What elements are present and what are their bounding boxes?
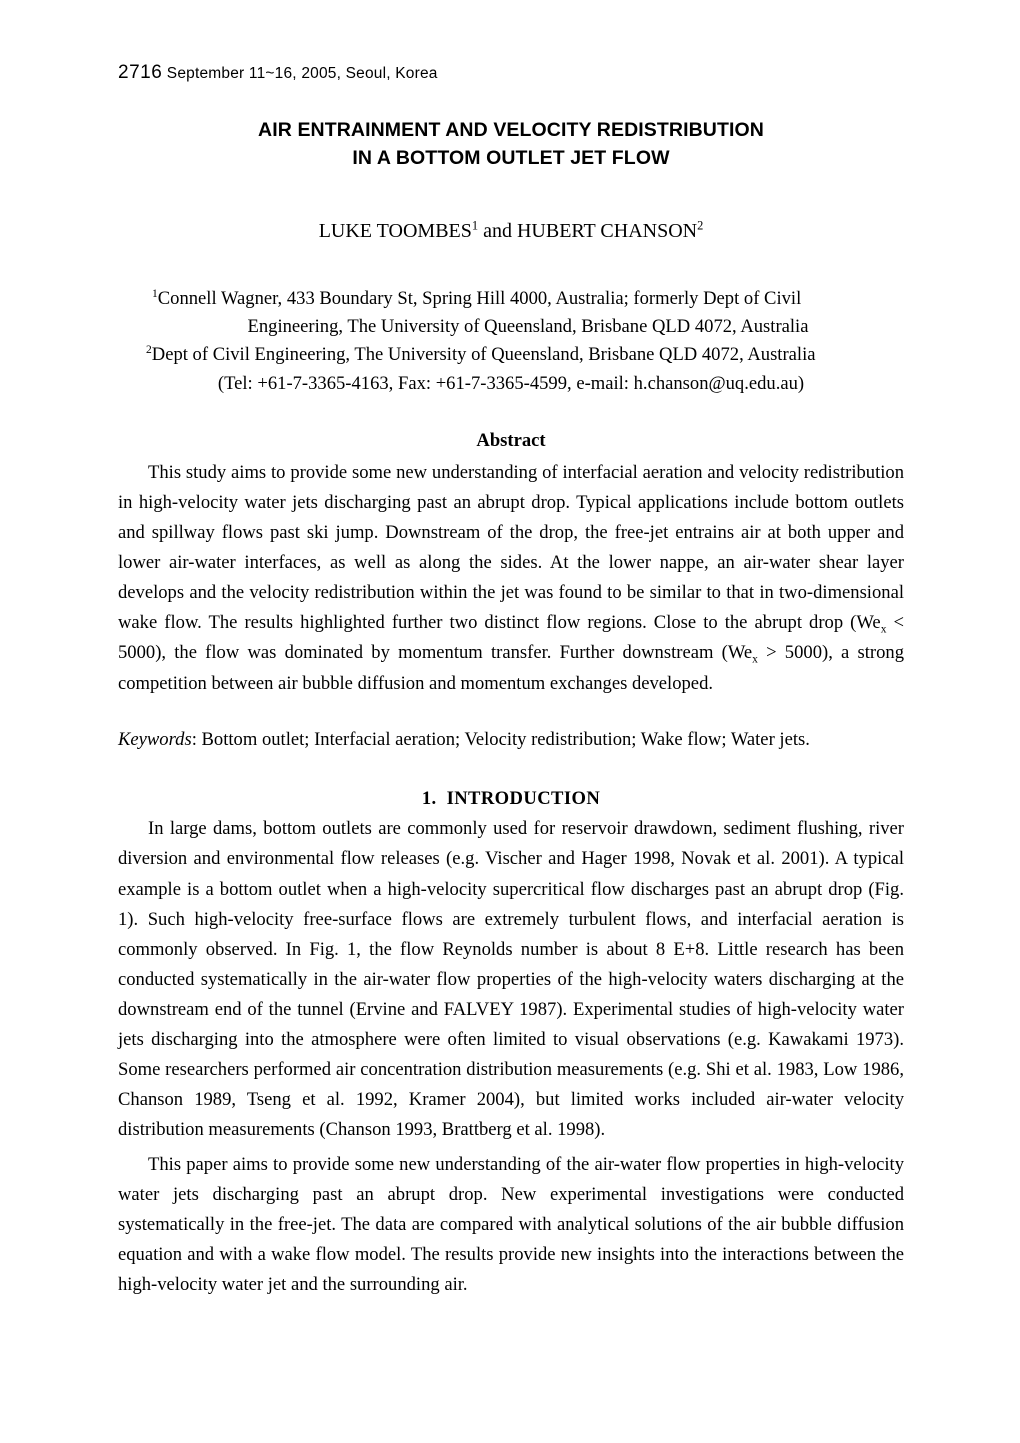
section-title: INTRODUCTION — [446, 788, 601, 810]
abstract-text — [118, 458, 904, 699]
conference-info: September 11~16, 2005, Seoul, Korea — [166, 65, 438, 82]
author-conjunction: and — [478, 219, 517, 242]
section-heading-introduction — [118, 788, 904, 810]
affiliation-1 — [118, 285, 904, 342]
keywords-line — [118, 725, 904, 755]
author-marker-2: 2 — [697, 218, 704, 233]
abstract-text-part2: < 5000), the flow was dominated by momentum transfer. Further downstream (We — [118, 612, 904, 664]
abstract-subscript-2: x — [752, 654, 758, 667]
affiliation-1-line2: Engineering, The University of Queensland, Brisbane QLD 4072, Australia — [247, 316, 809, 337]
abstract-text-part3: > 5000), a strong competition between air bubble diffusion and momentum exchanges developed. — [118, 642, 904, 694]
author-list — [118, 217, 904, 245]
keywords-label: Keywords — [118, 728, 192, 750]
contact-info: (Tel: +61-7-3365-4163, Fax: +61-7-3365-4599, e-mail: h.chanson@uq.edu.au) — [217, 372, 805, 394]
page-number: 2716 — [118, 62, 163, 83]
affiliation-block — [118, 285, 904, 398]
affiliation-marker-1: 1 — [152, 287, 158, 300]
running-header — [118, 62, 904, 84]
author-marker-1: 1 — [471, 218, 479, 233]
abstract-text-part1: This study aims to provide some new understanding of interfacial aeration and velocity redistribution in high-velocity water jets discharging past an abrupt drop. Typical applications include bottom outlets and spillway flows past ski jump. Downstream of the drop, the free-jet entrains air at both upper and lower air-water interfaces, as well as along the sides. At the lower nappe, an air-water shear layer develops and the velocity redistribution within the jet was found to be similar to that in two-dimensional wake flow. The results highlighted further two distinct flow regions. Close to the abrupt drop (We — [118, 461, 904, 634]
page-content — [118, 0, 904, 1300]
author-name-1: LUKE TOOMBES — [318, 219, 472, 242]
abstract-heading: Abstract — [476, 429, 546, 451]
paper-title-line2: IN A BOTTOM OUTLET JET FLOW — [352, 146, 670, 169]
affiliation-2 — [118, 341, 904, 369]
affiliation-2-text: Dept of Civil Engineering, The University of Queensland, Brisbane QLD 4072, Australia — [151, 344, 816, 366]
introduction-paragraph-2: This paper aims to provide some new understanding of the air-water flow properties in high-velocity water jets discharging past an abrupt drop. New experimental investigations were conducted systematically in the free-jet. The data are compared with analytical solutions of the air bubble diffusion equation and with a wake flow model. The results provide new insights into the interactions between the high-velocity water jet and the surrounding air. — [118, 1153, 904, 1296]
keywords-text: : Bottom outlet; Interfacial aeration; Velocity redistribution; Wake flow; Water jets. — [191, 728, 810, 750]
paper-title-line1: AIR ENTRAINMENT AND VELOCITY REDISTRIBUTION — [258, 119, 764, 141]
introduction-paragraph-1: In large dams, bottom outlets are commonly used for reservoir drawdown, sediment flushing, river diversion and environmental flow releases (e.g. Vischer and Hager 1998, Novak et al. 2001). A typical example is a bottom outlet when a high-velocity supercritical flow discharges past an abrupt drop (Fig. 1). Such high-velocity free-surface flows are extremely turbulent flows, and interfacial aeration is commonly observed. In Fig. 1, the flow Reynolds number is about 8 E+8. Little research has been conducted systematically in the air-water flow properties of the high-velocity waters discharging at the downstream end of the tunnel (Ervine and FALVEY 1987). Experimental studies of high-velocity water jets discharging into the atmosphere were often limited to visual observations (e.g. Kawakami 1973). Some researchers performed air concentration distribution measurements (e.g. Shi et al. 1983, Low 1986, Chanson 1989, Tseng et al. 1992, Kramer 2004), but limited works included air-water velocity distribution measurements (Chanson 1993, Brattberg et al. 1998). — [118, 818, 904, 1141]
affiliation-marker-2: 2 — [146, 344, 152, 357]
affiliation-1-line1: Connell Wagner, 433 Boundary St, Spring Hill 4000, Australia; formerly Dept of Civil — [157, 287, 802, 309]
section-number: 1. — [421, 788, 437, 810]
author-name-2: HUBERT CHANSON — [516, 219, 698, 242]
abstract-subscript-1: x — [880, 624, 887, 637]
paper-title — [118, 117, 904, 173]
